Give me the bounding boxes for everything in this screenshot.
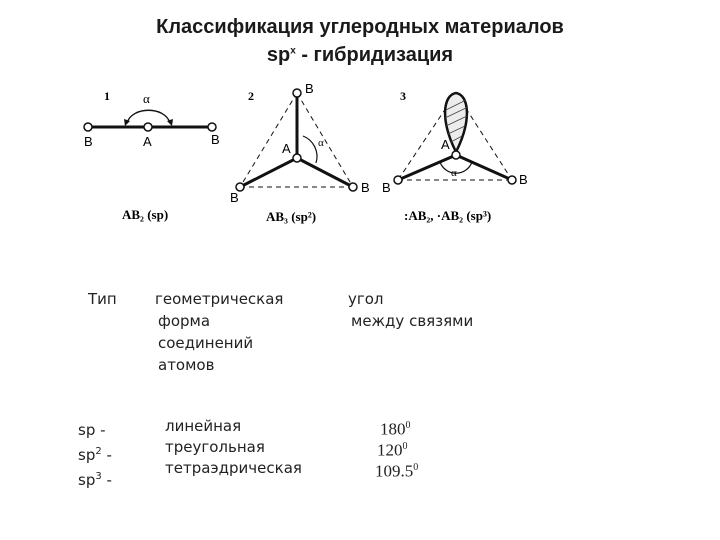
svg-text:α: α (451, 167, 457, 179)
svg-text:A: A (282, 141, 291, 156)
header-angle-line: между связями (351, 312, 474, 330)
type-cell: $sp^2$ - (78, 446, 112, 464)
header-shape-line: геометрическая (155, 290, 284, 308)
header-angle (348, 288, 473, 332)
header-shape-line: соединений (158, 334, 254, 352)
header-shape (155, 288, 283, 376)
figure-sp3-tetrahedral (382, 89, 528, 223)
svg-text:B: B (305, 81, 314, 96)
slide-subtitle: $sp^x$ - гибридизация (266, 44, 454, 66)
slide-title: Классификация углеродных материалов (156, 16, 564, 38)
type-cell: $sp^3$ - (78, 471, 112, 489)
svg-text:A: A (441, 137, 450, 152)
svg-text:AB₂ (sp): AB₂ (sp) (122, 207, 169, 222)
type-column (78, 416, 112, 491)
svg-text:B: B (84, 134, 93, 149)
svg-text:α: α (143, 91, 150, 106)
svg-text:B: B (382, 180, 391, 195)
svg-text:1: 1 (104, 89, 110, 103)
svg-text:α: α (318, 137, 324, 149)
svg-text:B: B (361, 180, 370, 195)
header-shape-line: форма (158, 312, 211, 330)
type-cell: sp - (78, 421, 106, 439)
header-type: Тип (88, 290, 117, 308)
shape-column (165, 416, 302, 479)
header-shape-line: атомов (158, 356, 215, 374)
svg-text:AB₃ (sp²): AB₃ (sp²) (266, 209, 317, 224)
svg-text:B: B (211, 132, 220, 147)
svg-text::AB₂, ·AB₂ (sp³): :AB₂, ·AB₂ (sp³) (404, 208, 492, 223)
svg-text:2: 2 (248, 89, 254, 103)
angle-cell: $120^0$ (377, 440, 408, 460)
shape-cell: треугольная (165, 438, 265, 456)
figure-sp-linear (84, 89, 220, 222)
figure-sp2-trigonal (230, 81, 370, 224)
shape-cell: тетраэдрическая (165, 459, 302, 477)
svg-text:A: A (143, 134, 152, 149)
shape-cell: линейная (165, 417, 242, 435)
svg-text:B: B (230, 190, 239, 205)
header-angle-line: угол (348, 290, 384, 308)
svg-text:B: B (519, 172, 528, 187)
angle-cell: 109.5$^0$ (375, 461, 419, 481)
angle-cell: $180^0$ (380, 419, 411, 439)
svg-text:3: 3 (400, 89, 406, 103)
